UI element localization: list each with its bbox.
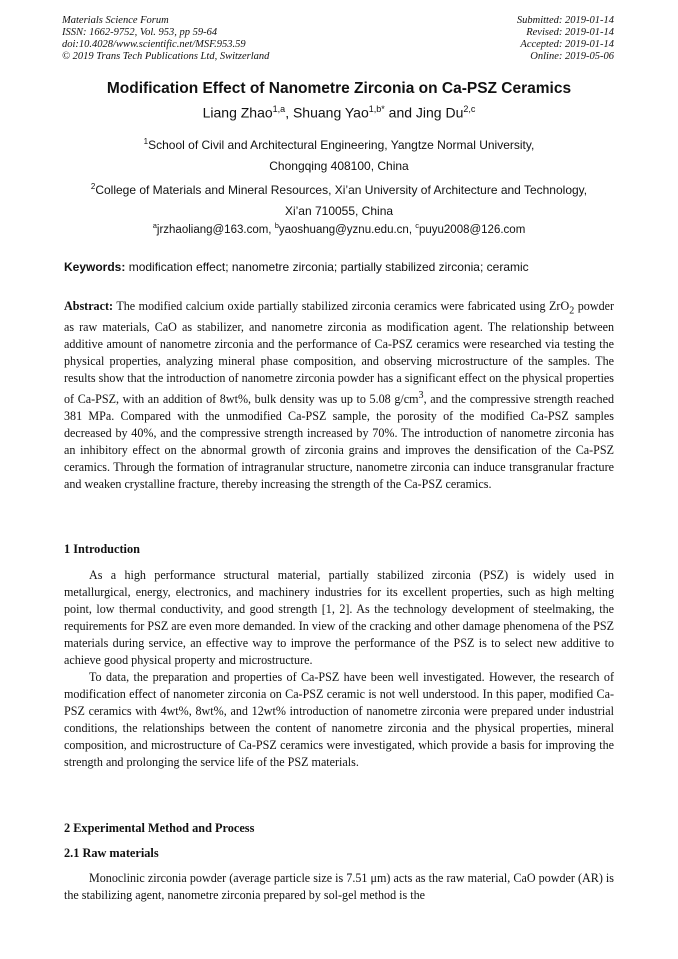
author-affiliation-mark: 2,c xyxy=(463,104,476,114)
journal-info xyxy=(62,15,269,63)
section-heading-introduction: 1 Introduction xyxy=(64,542,140,556)
abstract-superscript: 3 xyxy=(418,390,424,402)
date-accepted: Accepted: 2019-01-14 xyxy=(520,39,614,50)
email-mark: a xyxy=(152,221,157,230)
date-submitted: Submitted: 2019-01-14 xyxy=(516,15,614,26)
email-address[interactable]: yaoshuang@yznu.edu.cn xyxy=(278,223,409,236)
paragraph: Monoclinic zirconia powder (average particle size is 7.51 μm) acts as the raw material, CaO powder (AR) is the stabilizing agent, nanometre zirconia prepared by sol-gel method is the xyxy=(64,871,614,902)
journal-name: Materials Science Forum xyxy=(62,15,169,26)
abstract-text: The modified calcium oxide partially stabilized zirconia ceramics were fabricated using ZrO xyxy=(113,299,570,313)
introduction-body xyxy=(64,567,614,771)
author-separator: and xyxy=(384,104,416,121)
submission-dates xyxy=(517,15,614,63)
email-mark: b xyxy=(274,221,279,230)
journal-issn: ISSN: 1662-9752, Vol. 953, pp 59-64 xyxy=(62,27,218,38)
affiliation-line: School of Civil and Architectural Engineering, Yangtze Normal University, xyxy=(148,138,535,152)
paragraph: As a high performance structural material, partially stabilized zirconia (PSZ) is widely used in metallurgical, energy, electronics, and machinery industries for its excellent properties, such as high melting point, low thermal conductivity, and good strength [1, 2]. As the technology development of steelmaking, the requirements for PSZ are even more demanded. In view of the cracking and other damage phenomena of the PSZ materials during service, an effective way to improve the performance of the PSZ is to select new additive to achieve good physical property and microstructure. xyxy=(64,568,614,667)
abstract-text: , and the compressive strength reached 381 MPa. Compared with the unmodified Ca-PSZ sample, the porosity of the modified Ca-PSZ samples decreased by 40%, and the compressive strength increased by 70%. The introduction of nanometre zirconia has an inhibitory effect on the abnormal growth of zirconia grains and improves the densification of the Ca-PSZ ceramics. Through the formation of intragranular structure, nanometre zirconia can induce transgranular fracture and weaken crystalline fracture, thereby increasing the strength of the Ca-PSZ ceramics. xyxy=(64,392,615,492)
email-mark: c xyxy=(415,221,419,230)
author-name: Liang Zhao xyxy=(202,104,273,121)
email-list xyxy=(0,221,678,236)
email-separator: , xyxy=(408,223,416,236)
keywords xyxy=(64,260,616,274)
author-list xyxy=(0,104,678,121)
email-address[interactable]: jrzhaoliang@163.com xyxy=(156,223,269,236)
journal-copyright: © 2019 Trans Tech Publications Ltd, Switzerland xyxy=(62,51,270,62)
date-revised: Revised: 2019-01-14 xyxy=(526,27,614,38)
date-online: Online: 2019-05-06 xyxy=(530,51,614,62)
affiliation-1 xyxy=(40,131,638,177)
paper-title: Modification Effect of Nanometre Zirconia on Ca-PSZ Ceramics xyxy=(106,80,572,97)
author-affiliation-mark: 1,b* xyxy=(368,104,385,114)
keywords-label: Keywords: xyxy=(64,260,126,274)
affiliation-line: College of Materials and Mineral Resources, Xi’an University of Architecture and Technology, xyxy=(95,183,588,197)
affiliation-2 xyxy=(40,176,638,222)
email-address[interactable]: puyu2008@126.com xyxy=(418,223,526,236)
subsection-heading-raw-materials: 2.1 Raw materials xyxy=(64,846,159,860)
affiliation-line: Xi’an 710055, China xyxy=(284,204,394,218)
abstract-text: powder as raw materials, CaO as stabilizer, and nanometre zirconia as modification agent. The relationship between additive amount of nanometre zirconia and the performance of Ca-PSZ ceramics were researched via testing the physical properties, analyzing mineral phase composition, and observing microstructure of the samples. The results show that the introduction of nanometre zirconia powder has a significant effect on the physical properties of Ca-PSZ, with an addition of 8wt%, bulk density was up to 5.08 g/cm xyxy=(64,299,615,407)
keywords-text: modification effect; nanometre zirconia; partially stabilized zirconia; ceramic xyxy=(125,260,529,274)
author-name: Shuang Yao xyxy=(292,104,369,121)
abstract-subscript: 2 xyxy=(569,305,575,317)
raw-materials-body xyxy=(64,870,614,904)
affiliation-line: Chongqing 408100, China xyxy=(269,159,409,173)
affiliation-mark: 1 xyxy=(143,137,149,146)
author-separator: , xyxy=(285,104,293,121)
affiliation-mark: 2 xyxy=(90,182,96,191)
author-name: Jing Du xyxy=(415,104,464,121)
section-heading-experimental: 2 Experimental Method and Process xyxy=(64,821,255,835)
author-affiliation-mark: 1,a xyxy=(272,104,286,114)
email-separator: , xyxy=(268,223,275,236)
abstract-label: Abstract: xyxy=(64,299,114,313)
paragraph: To data, the preparation and properties of Ca-PSZ have been well investigated. However, the research of modification effect of nanometer zirconia on Ca-PSZ ceramic is not well understood. In this paper, modified Ca-PSZ ceramics with 4wt%, 8wt%, and 12wt% introduction of nanometre zirconia were prepared under industrial conditions, the relationships between the content of nanometre zirconia and the physical properties, mineral composition, and microstructure of Ca-PSZ ceramics were investigated, which provide a basis for improving the strength and prolonging the service life of the PSZ materials. xyxy=(64,670,614,769)
journal-doi: doi:10.4028/www.scientific.net/MSF.953.59 xyxy=(62,39,246,50)
abstract xyxy=(64,298,614,493)
